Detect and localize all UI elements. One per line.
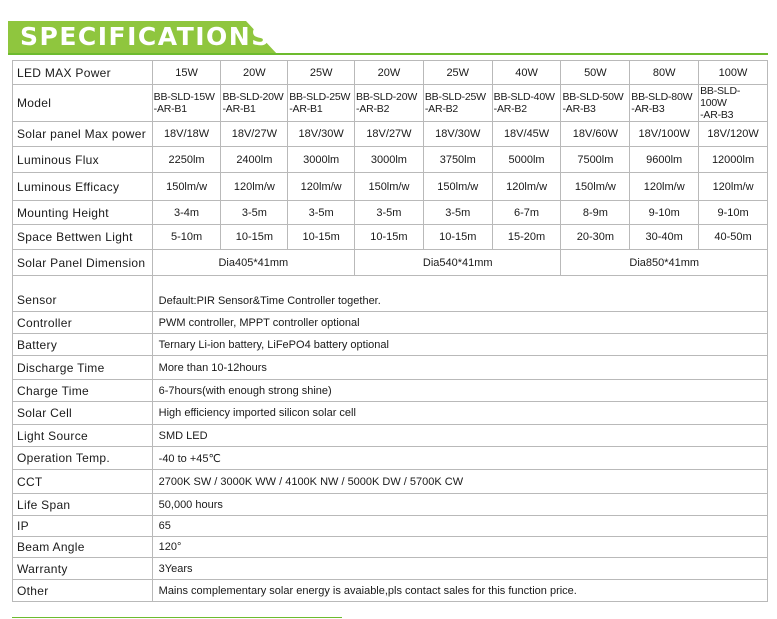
table-cell: 2400lm bbox=[221, 147, 288, 173]
table-cell: 9-10m bbox=[630, 201, 699, 225]
table-cell: 2250lm bbox=[152, 147, 221, 173]
table-cell: 18V/120W bbox=[699, 122, 768, 147]
row-label: Space Bettwen Light bbox=[13, 225, 153, 250]
table-cell: 12000lm bbox=[699, 147, 768, 173]
table-row bbox=[13, 173, 768, 201]
table-row bbox=[13, 558, 768, 580]
row-label: Sensor bbox=[13, 276, 153, 312]
table-cell: -40 to +45℃ bbox=[152, 447, 767, 470]
row-label: Battery bbox=[13, 334, 153, 356]
table-cell: 18V/60W bbox=[561, 122, 630, 147]
table-cell: 40W bbox=[492, 61, 561, 85]
table-cell: 120lm/w bbox=[492, 173, 561, 201]
table-cell: 100W bbox=[699, 61, 768, 85]
table-row bbox=[13, 425, 768, 447]
page-title: SPECIFICATIONS bbox=[20, 22, 271, 51]
row-label: Charge Time bbox=[13, 380, 153, 402]
table-row bbox=[13, 516, 768, 537]
model-cell bbox=[423, 85, 492, 122]
table-row bbox=[13, 356, 768, 380]
table-cell: 7500lm bbox=[561, 147, 630, 173]
table-cell: 120lm/w bbox=[221, 173, 288, 201]
row-label: Luminous Efficacy bbox=[13, 173, 153, 201]
table-cell: Default:PIR Sensor&Time Controller together. bbox=[152, 276, 767, 312]
table-row bbox=[13, 580, 768, 602]
table-cell: 3Years bbox=[152, 558, 767, 580]
table-row bbox=[13, 380, 768, 402]
table-cell: 3000lm bbox=[288, 147, 355, 173]
table-cell: 3-5m bbox=[221, 201, 288, 225]
model-line: BB-SLD-20W bbox=[356, 91, 418, 103]
model-cell bbox=[630, 85, 699, 122]
table-cell: 9-10m bbox=[699, 201, 768, 225]
table-cell: 120lm/w bbox=[630, 173, 699, 201]
table-cell: 30-40m bbox=[630, 225, 699, 250]
table-row bbox=[13, 147, 768, 173]
row-label: Life Span bbox=[13, 494, 153, 516]
model-line: -AR-B3 bbox=[631, 103, 665, 115]
table-cell: 20W bbox=[221, 61, 288, 85]
table-cell: 20-30m bbox=[561, 225, 630, 250]
table-cell: SMD LED bbox=[152, 425, 767, 447]
table-cell: 3-5m bbox=[288, 201, 355, 225]
table-cell: 25W bbox=[288, 61, 355, 85]
specifications-table bbox=[12, 60, 768, 602]
table-cell: 6-7m bbox=[492, 201, 561, 225]
table-cell: PWM controller, MPPT controller optional bbox=[152, 312, 767, 334]
table-cell: 3750lm bbox=[423, 147, 492, 173]
table-cell: Dia405*41mm bbox=[152, 250, 354, 276]
model-cell bbox=[221, 85, 288, 122]
table-row bbox=[13, 61, 768, 85]
table-cell: 15W bbox=[152, 61, 221, 85]
table-row bbox=[13, 470, 768, 494]
model-cell bbox=[699, 85, 768, 122]
row-label: Discharge Time bbox=[13, 356, 153, 380]
table-cell: 150lm/w bbox=[423, 173, 492, 201]
table-row bbox=[13, 402, 768, 425]
table-cell: 3-5m bbox=[423, 201, 492, 225]
model-line: -AR-B3 bbox=[562, 103, 596, 115]
table-cell: 3000lm bbox=[355, 147, 424, 173]
table-cell: 120lm/w bbox=[699, 173, 768, 201]
table-cell: 10-15m bbox=[288, 225, 355, 250]
model-line: BB-SLD-15W bbox=[153, 91, 215, 103]
table-cell: 18V/100W bbox=[630, 122, 699, 147]
row-label: Other bbox=[13, 580, 153, 602]
table-row bbox=[13, 334, 768, 356]
table-cell: 150lm/w bbox=[152, 173, 221, 201]
table-cell: 18V/27W bbox=[221, 122, 288, 147]
table-cell: 3-5m bbox=[355, 201, 424, 225]
table-cell: 18V/30W bbox=[288, 122, 355, 147]
table-cell: 25W bbox=[423, 61, 492, 85]
table-cell: 9600lm bbox=[630, 147, 699, 173]
table-cell: 150lm/w bbox=[561, 173, 630, 201]
row-label: Controller bbox=[13, 312, 153, 334]
table-cell: 150lm/w bbox=[355, 173, 424, 201]
table-cell: 120° bbox=[152, 537, 767, 558]
model-line: BB-SLD-100W bbox=[700, 85, 741, 109]
row-label: Operation Temp. bbox=[13, 447, 153, 470]
table-row bbox=[13, 276, 768, 312]
table-cell: High efficiency imported silicon solar cell bbox=[152, 402, 767, 425]
model-line: -AR-B1 bbox=[289, 103, 323, 115]
table-row bbox=[13, 85, 768, 122]
model-cell bbox=[152, 85, 221, 122]
table-row bbox=[13, 447, 768, 470]
row-label: Solar panel Max power bbox=[13, 122, 153, 147]
table-cell: 2700K SW / 3000K WW / 4100K NW / 5000K DW / 5700K CW bbox=[152, 470, 767, 494]
row-label: Solar Cell bbox=[13, 402, 153, 425]
row-label: CCT bbox=[13, 470, 153, 494]
table-cell: 10-15m bbox=[221, 225, 288, 250]
row-label: Solar Panel Dimension bbox=[13, 250, 153, 276]
table-cell: 18V/45W bbox=[492, 122, 561, 147]
table-cell: 50,000 hours bbox=[152, 494, 767, 516]
model-line: -AR-B2 bbox=[493, 103, 527, 115]
banner-underline bbox=[8, 53, 768, 55]
model-line: -AR-B3 bbox=[700, 109, 734, 121]
table-row bbox=[13, 250, 768, 276]
model-line: BB-SLD-20W bbox=[222, 91, 284, 103]
model-cell bbox=[492, 85, 561, 122]
model-line: BB-SLD-40W bbox=[493, 91, 555, 103]
table-row bbox=[13, 537, 768, 558]
specifications-banner bbox=[8, 21, 278, 55]
row-label: Mounting Height bbox=[13, 201, 153, 225]
table-cell: Dia540*41mm bbox=[355, 250, 561, 276]
table-cell: 18V/27W bbox=[355, 122, 424, 147]
model-cell bbox=[355, 85, 424, 122]
model-cell bbox=[561, 85, 630, 122]
model-line: BB-SLD-80W bbox=[631, 91, 693, 103]
table-cell: 80W bbox=[630, 61, 699, 85]
row-label: Warranty bbox=[13, 558, 153, 580]
table-cell: 18V/18W bbox=[152, 122, 221, 147]
table-cell: 5-10m bbox=[152, 225, 221, 250]
table-cell: 40-50m bbox=[699, 225, 768, 250]
table-cell: 6-7hours(with enough strong shine) bbox=[152, 380, 767, 402]
table-cell: 10-15m bbox=[355, 225, 424, 250]
model-line: -AR-B2 bbox=[356, 103, 390, 115]
table-cell: 3-4m bbox=[152, 201, 221, 225]
table-cell: Dia850*41mm bbox=[561, 250, 768, 276]
row-label: Beam Angle bbox=[13, 537, 153, 558]
row-label: Model bbox=[13, 85, 153, 122]
table-row bbox=[13, 312, 768, 334]
row-label: Light Source bbox=[13, 425, 153, 447]
model-line: BB-SLD-50W bbox=[562, 91, 624, 103]
table-row bbox=[13, 494, 768, 516]
model-cell bbox=[288, 85, 355, 122]
table-cell: 15-20m bbox=[492, 225, 561, 250]
model-line: BB-SLD-25W bbox=[289, 91, 351, 103]
table-cell: 5000lm bbox=[492, 147, 561, 173]
table-row bbox=[13, 225, 768, 250]
table-cell: More than 10-12hours bbox=[152, 356, 767, 380]
table-cell: 50W bbox=[561, 61, 630, 85]
row-label: LED MAX Power bbox=[13, 61, 153, 85]
table-cell: 18V/30W bbox=[423, 122, 492, 147]
table-cell: 20W bbox=[355, 61, 424, 85]
model-line: -AR-B1 bbox=[222, 103, 256, 115]
model-line: -AR-B2 bbox=[424, 103, 459, 115]
table-cell: Ternary Li-ion battery, LiFePO4 battery optional bbox=[152, 334, 767, 356]
bottom-divider bbox=[12, 617, 342, 618]
table-cell: 120lm/w bbox=[288, 173, 355, 201]
model-line: BB-SLD-25W bbox=[424, 91, 486, 103]
table-cell: 65 bbox=[152, 516, 767, 537]
row-label: IP bbox=[13, 516, 153, 537]
model-line: -AR-B1 bbox=[153, 103, 187, 115]
table-row bbox=[13, 201, 768, 225]
row-label: Luminous Flux bbox=[13, 147, 153, 173]
table-cell: Mains complementary solar energy is avaiable,pls contact sales for this function price. bbox=[152, 580, 767, 602]
table-row bbox=[13, 122, 768, 147]
table-cell: 8-9m bbox=[561, 201, 630, 225]
table-cell: 10-15m bbox=[423, 225, 492, 250]
